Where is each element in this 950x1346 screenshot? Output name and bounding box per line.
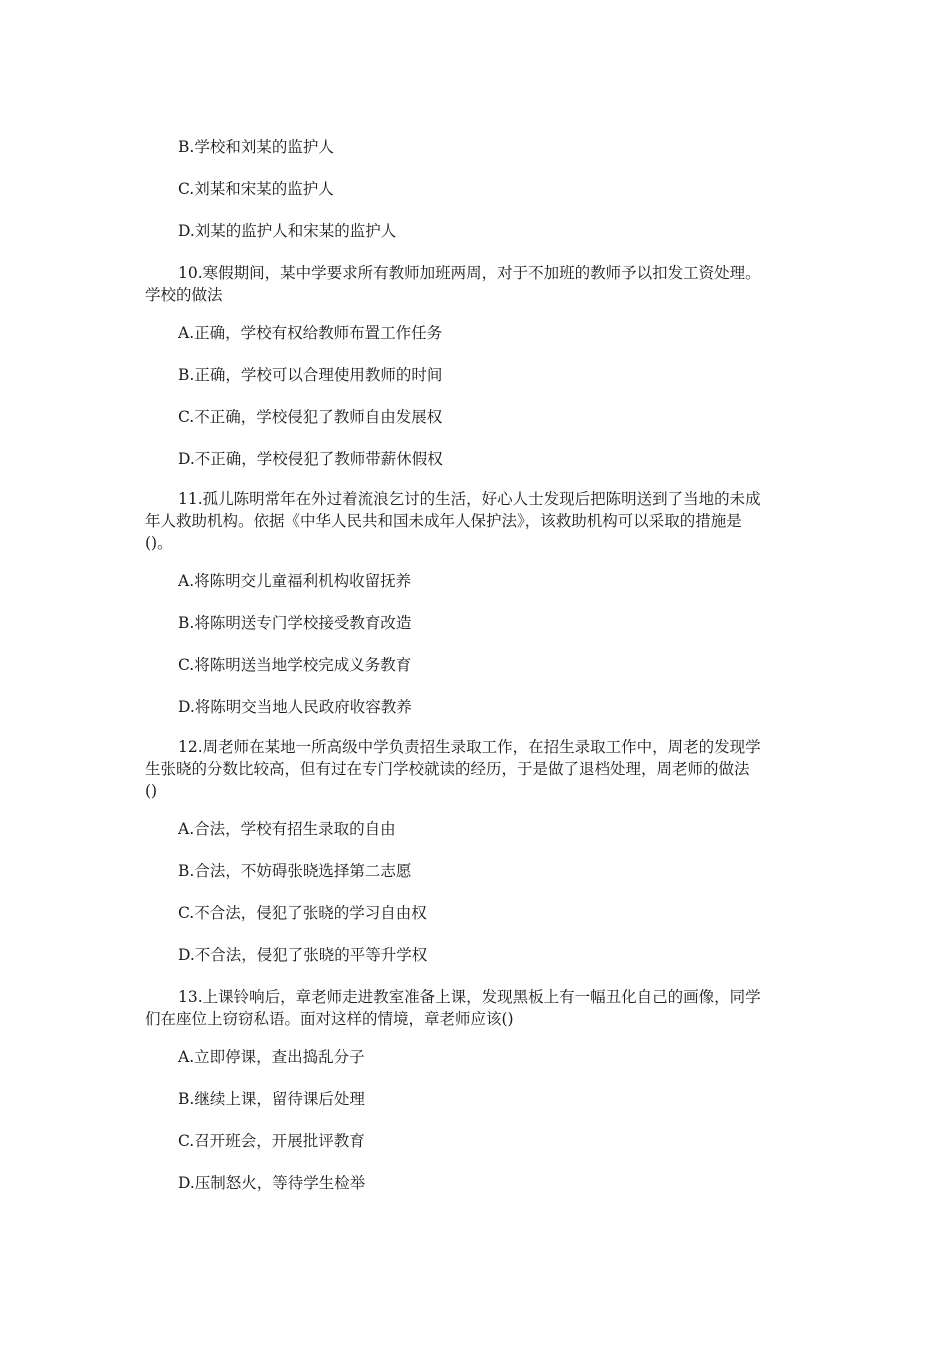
option-b-q11: B.将陈明送专门学校接受教育改造 (178, 614, 412, 632)
question-10-line-2: 学校的做法 (145, 286, 223, 304)
option-a-q13: A.立即停课，查出捣乱分子 (178, 1048, 365, 1066)
option-c-q10: C.不正确，学校侵犯了教师自由发展权 (178, 408, 443, 426)
question-12-line-2: 生张晓的分数比较高，但有过在专门学校就读的经历，于是做了退档处理，周老师的做法 (145, 760, 750, 778)
option-c-q13: C.召开班会，开展批评教育 (178, 1132, 365, 1150)
question-13 (145, 986, 811, 1030)
question-12-line-1: 12.周老师在某地一所高级中学负责招生录取工作，在招生录取工作中，周老的发现学 (178, 738, 761, 756)
question-11-line-2: 年人救助机构。依据《中华人民共和国未成年人保护法》，该救助机构可以采取的措施是 (145, 512, 742, 530)
option-c-q9: C.刘某和宋某的监护人 (178, 180, 334, 198)
question-13-line-2: 们在座位上窃窃私语。面对这样的情境，章老师应该() (145, 1010, 514, 1028)
option-d-q9: D.刘某的监护人和宋某的监护人 (178, 222, 397, 240)
option-a-q10: A.正确，学校有权给教师布置工作任务 (178, 324, 443, 342)
option-d-q10: D.不正确，学校侵犯了教师带薪休假权 (178, 450, 443, 468)
option-a-q12: A.合法，学校有招生录取的自由 (178, 820, 396, 838)
option-b-q9: B.学校和刘某的监护人 (178, 138, 334, 156)
question-11-line-3: ()。 (145, 534, 173, 552)
option-c-q12: C.不合法，侵犯了张晓的学习自由权 (178, 904, 427, 922)
option-b-q10: B.正确，学校可以合理使用教师的时间 (178, 366, 443, 384)
option-b-q12: B.合法，不妨碍张晓选择第二志愿 (178, 862, 412, 880)
question-11-line-1: 11.孤儿陈明常年在外过着流浪乞讨的生活，好心人士发现后把陈明送到了当地的未成 (178, 490, 761, 508)
option-b-q13: B.继续上课，留待课后处理 (178, 1090, 365, 1108)
option-a-q11: A.将陈明交儿童福利机构收留抚养 (178, 572, 412, 590)
option-d-q13: D.压制怒火，等待学生检举 (178, 1174, 366, 1192)
question-12-line-3: () (145, 782, 158, 800)
option-d-q12: D.不合法，侵犯了张晓的平等升学权 (178, 946, 428, 964)
question-10-line-1: 10.寒假期间，某中学要求所有教师加班两周，对于不加班的教师予以扣发工资处理。 (178, 264, 761, 282)
question-11 (145, 488, 811, 554)
question-12 (145, 736, 811, 802)
option-d-q11: D.将陈明交当地人民政府收容教养 (178, 698, 412, 716)
question-13-line-1: 13.上课铃响后，章老师走进教室准备上课，发现黑板上有一幅丑化自己的画像，同学 (178, 988, 761, 1006)
question-10 (145, 262, 811, 306)
option-c-q11: C.将陈明送当地学校完成义务教育 (178, 656, 412, 674)
